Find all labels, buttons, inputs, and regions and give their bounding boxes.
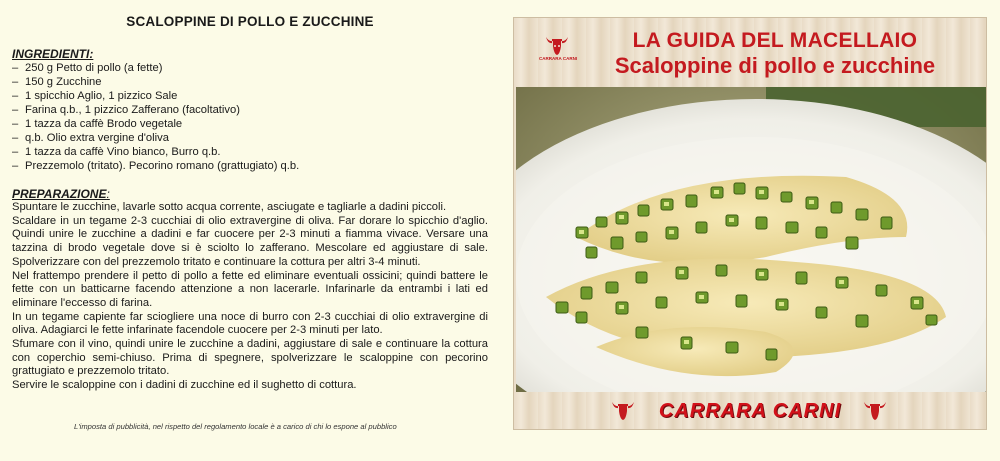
ingredient-item: – 250 g Petto di pollo (a fette) <box>12 61 488 75</box>
brand-small-label: CARRARA CARNI <box>539 56 578 61</box>
ingredients-heading: INGREDIENTI: <box>12 47 94 61</box>
preparation-heading <box>12 187 488 201</box>
preparation-step: Sfumare con il vino, quindi unire le zucchine a dadini, aggiustare di sale e continuare la cottura con coperchio semi-chiuso. Prima di spegnere, spolverizzare le scaloppine con pecorino grattugiato e prezzemolo tritato. <box>12 338 488 378</box>
dish-photo-illustration <box>516 87 986 392</box>
ingredient-item: – Farina q.b., 1 pizzico Zafferano (facoltativo) <box>12 103 488 117</box>
bull-logo-icon <box>862 397 888 423</box>
preparation-step: Servire le scaloppine con i dadini di zucchine ed il sughetto di cottura. <box>12 379 357 392</box>
card-subheading: Scaloppine di pollo e zucchine <box>614 53 936 78</box>
advertising-tax-footnote: L'imposta di pubblicità, nel rispetto del regolamento locale è a carico di chi lo espone al pubblico <box>74 422 397 431</box>
preparation-heading-colon: : <box>106 187 110 201</box>
carrara-carni-footer-logo <box>514 394 986 428</box>
preparation-steps <box>12 201 488 393</box>
ingredient-item: – 1 tazza da caffè Brodo vegetale <box>12 117 488 131</box>
footer-brand-name: CARRARA CARNI <box>658 400 842 422</box>
preparation-heading-text: PREPARAZIONE <box>12 187 107 201</box>
recipe-text-panel <box>12 14 488 393</box>
ingredient-item: – 1 spicchio Aglio, 1 pizzico Sale <box>12 89 488 103</box>
dish-photo <box>516 87 986 392</box>
preparation-step: In un tegame capiente far sciogliere una noce di burro con 2-3 cucchiai di olio extravergine di oliva. Adagiarci le fette infarinate facendole cuocere per 2-3 minuti per lato. <box>12 310 488 337</box>
ingredient-item: – 150 g Zucchine <box>12 75 488 89</box>
ingredients-list <box>12 61 488 173</box>
preparation-step: Scaldare in un tegame 2-3 cucchiai di olio extravergine di oliva. Far dorare lo spicchio d'aglio. Quindi unire le zucchine a dadini e far cuocere per 2-3 minuti a fiamma vivace. Versare una tazzina di brodo vegetale dove si è sciolto lo zafferano. Mescolare ed aggiustare di sale. Spolverizzare con del prezzemolo tritato e continuare la cottura per altri 3-4 minuti. <box>12 214 488 268</box>
recipe-title: SCALOPPINE DI POLLO E ZUCCHINE <box>126 14 374 29</box>
ingredient-item: – q.b. Olio extra vergine d'oliva <box>12 131 488 145</box>
preparation-step: Spuntare le zucchine, lavarle sotto acqua corrente, asciugate e tagliarle a dadini piccoli. <box>12 201 447 213</box>
butcher-guide-card <box>513 17 987 430</box>
ingredient-item: – Prezzemolo (tritato). Pecorino romano (grattugiato) q.b. <box>12 159 488 173</box>
preparation-step: Nel frattempo prendere il petto di pollo a fette ed eliminare eventuali ossicini; quindi battere le fette con un batticarne facendo attenzione a non lacerarle. Infarinarle da entrambi i lati ed eliminare l'eccesso di farina. <box>12 269 488 309</box>
ingredient-item: – 1 tazza da caffè Vino bianco, Burro q.b. <box>12 145 488 159</box>
card-heading: LA GUIDA DEL MACELLAIO <box>632 29 918 52</box>
